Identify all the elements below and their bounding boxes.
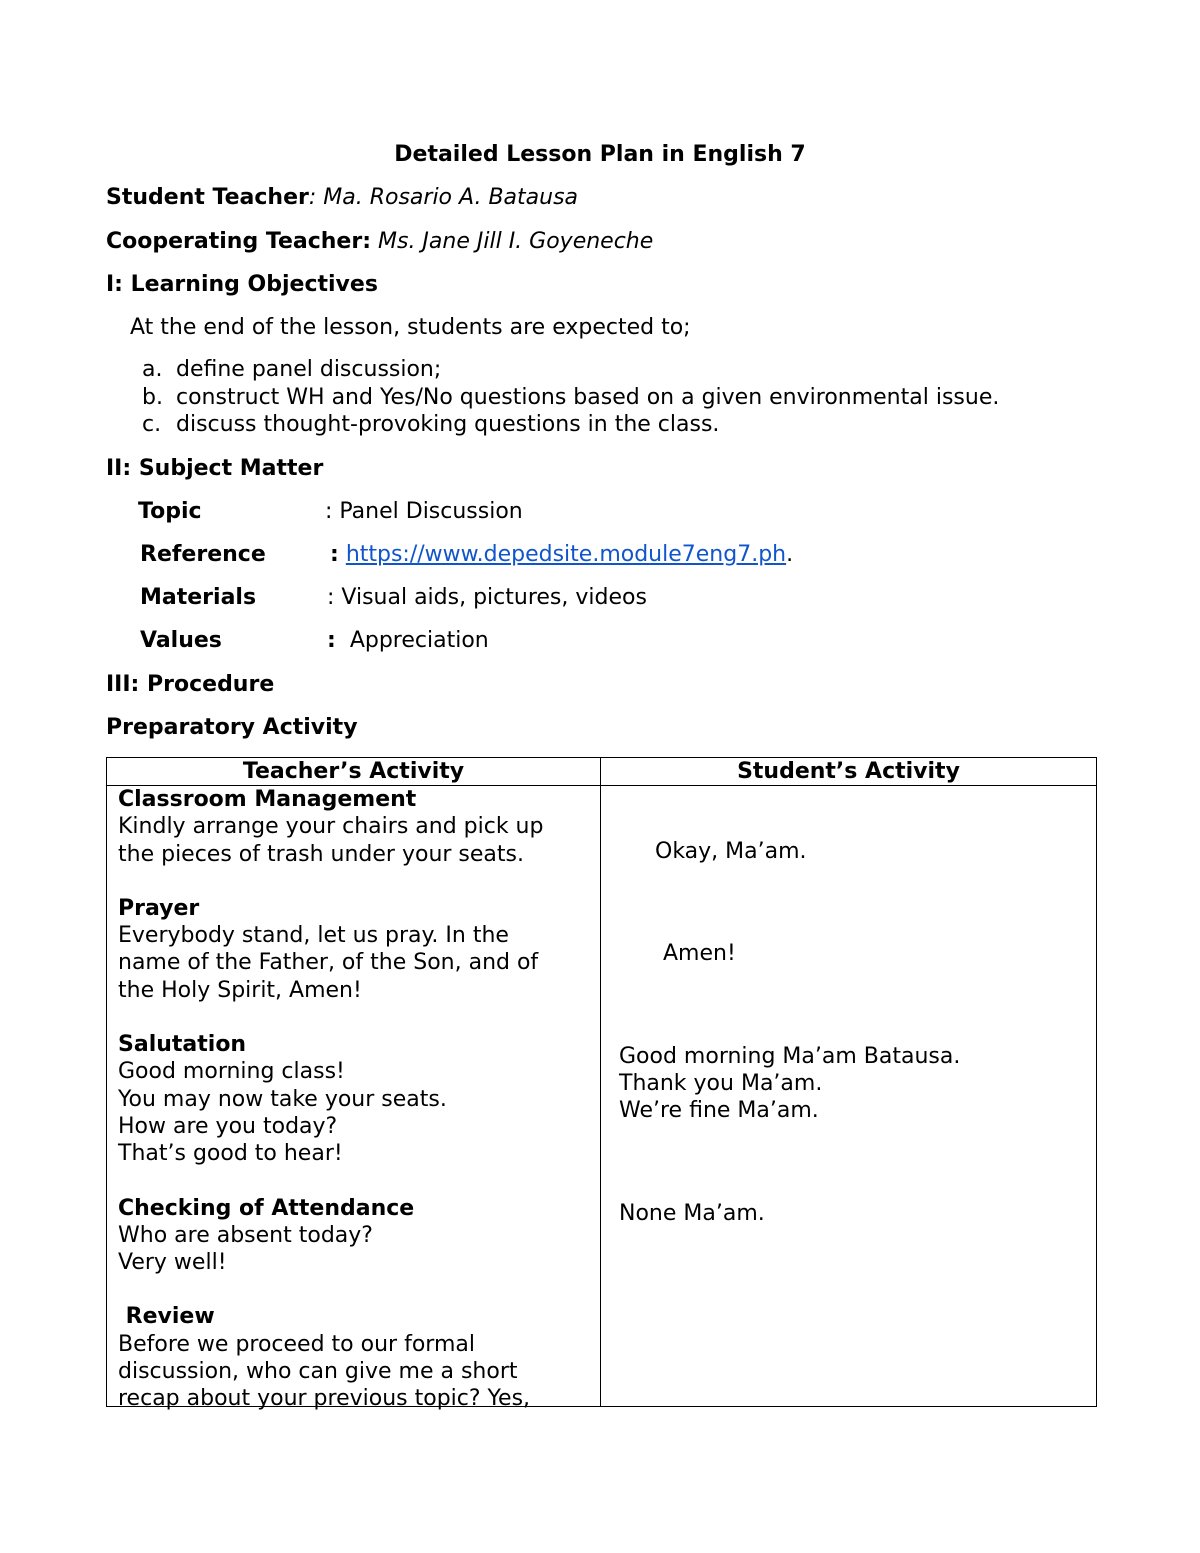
activity-line: Good morning class! xyxy=(118,1059,345,1085)
student-response: None Ma’am. xyxy=(619,1201,765,1226)
table-row xyxy=(107,786,1097,1407)
activity-table xyxy=(106,757,1097,1412)
student-response: Thank you Ma’am. xyxy=(619,1071,823,1096)
student-activity-cell xyxy=(601,786,1097,1407)
topic-value: : Panel Discussion xyxy=(325,499,523,524)
activity-line: the Holy Spirit, Amen! xyxy=(118,977,362,1003)
activity-block xyxy=(118,1195,598,1277)
procedure-heading: III: Procedure xyxy=(106,672,275,697)
teacher-activity-header: Teacher’s Activity xyxy=(107,758,601,786)
activity-line: Kindly arrange your chairs and pick up xyxy=(118,814,544,840)
objective-item: define panel discussion; xyxy=(176,357,442,382)
materials-value: : Visual aids, pictures, videos xyxy=(327,585,647,610)
reference-link[interactable]: https://www.depedsite.module7eng7.ph xyxy=(345,542,787,567)
activity-block xyxy=(118,786,598,868)
objectives-heading: I: Learning Objectives xyxy=(106,272,378,297)
activity-line: Before we proceed to our formal xyxy=(118,1331,475,1357)
preparatory-activity-heading: Preparatory Activity xyxy=(106,715,358,740)
activity-line: You may now take your seats. xyxy=(118,1086,447,1112)
activity-block-heading: Classroom Management xyxy=(118,787,417,812)
activity-line: Everybody stand, let us pray. In the xyxy=(118,923,509,949)
activity-line: recap about your previous topic? Yes, xyxy=(118,1386,531,1412)
activity-line: discussion, who can give me a short xyxy=(118,1359,518,1385)
activity-block-heading: Salutation xyxy=(118,1032,247,1058)
activity-line: How are you today? xyxy=(118,1113,338,1139)
activity-block xyxy=(118,895,598,1004)
objective-marker: c. xyxy=(142,412,162,437)
objectives-intro: At the end of the lesson, students are expected to; xyxy=(130,315,691,340)
objective-marker: b. xyxy=(142,385,163,410)
objective-item: construct WH and Yes/No questions based on a given environmental issue. xyxy=(176,385,1000,410)
reference-period: . xyxy=(786,542,794,567)
reference-label: Reference xyxy=(140,542,266,567)
student-teacher-label: Student Teacher xyxy=(106,185,309,210)
activity-line: Very well! xyxy=(118,1250,227,1276)
teacher-activity-cell xyxy=(107,786,601,1412)
reference-colon: : xyxy=(330,542,339,567)
table-header-row xyxy=(107,758,1097,786)
activity-block xyxy=(118,1031,598,1167)
subject-matter-heading: II: Subject Matter xyxy=(106,456,324,481)
objective-marker: a. xyxy=(142,357,163,382)
student-response: We’re fine Ma’am. xyxy=(619,1098,819,1123)
student-response: Amen! xyxy=(663,941,736,966)
student-teacher-name: Ma. Rosario A. Batausa xyxy=(323,185,579,210)
activity-block-heading: Checking of Attendance xyxy=(118,1195,415,1221)
cooperating-teacher-name: Ms. Jane Jill I. Goyeneche xyxy=(378,229,654,254)
student-response: Okay, Ma’am. xyxy=(655,839,807,864)
activity-line: name of the Father, of the Son, and of xyxy=(118,950,539,976)
values-value xyxy=(327,628,489,654)
topic-label: Topic xyxy=(138,499,202,524)
activity-block-heading: Review xyxy=(118,1304,215,1330)
activity-line: Who are absent today? xyxy=(118,1222,373,1248)
values-colon: : xyxy=(327,628,336,653)
values-text: Appreciation xyxy=(349,628,489,653)
reference-value xyxy=(330,542,793,568)
student-response: Good morning Ma’am Batausa. xyxy=(619,1044,961,1069)
activity-block xyxy=(118,1303,598,1412)
activity-line: That’s good to hear! xyxy=(118,1141,343,1167)
student-teacher-line: Student Teacher: Ma. Rosario A. Batausa xyxy=(106,185,579,210)
cooperating-teacher-line xyxy=(106,229,653,255)
document-title: Detailed Lesson Plan in English 7 xyxy=(394,142,806,167)
activity-block-heading: Prayer xyxy=(118,895,200,921)
objective-item: discuss thought-provoking questions in the class. xyxy=(176,412,720,437)
activity-line: the pieces of trash under your seats. xyxy=(118,841,524,867)
cooperating-teacher-label: Cooperating Teacher: xyxy=(106,229,371,254)
values-label: Values xyxy=(140,628,222,653)
student-activity-header: Student’s Activity xyxy=(601,758,1097,786)
materials-label: Materials xyxy=(140,585,257,610)
